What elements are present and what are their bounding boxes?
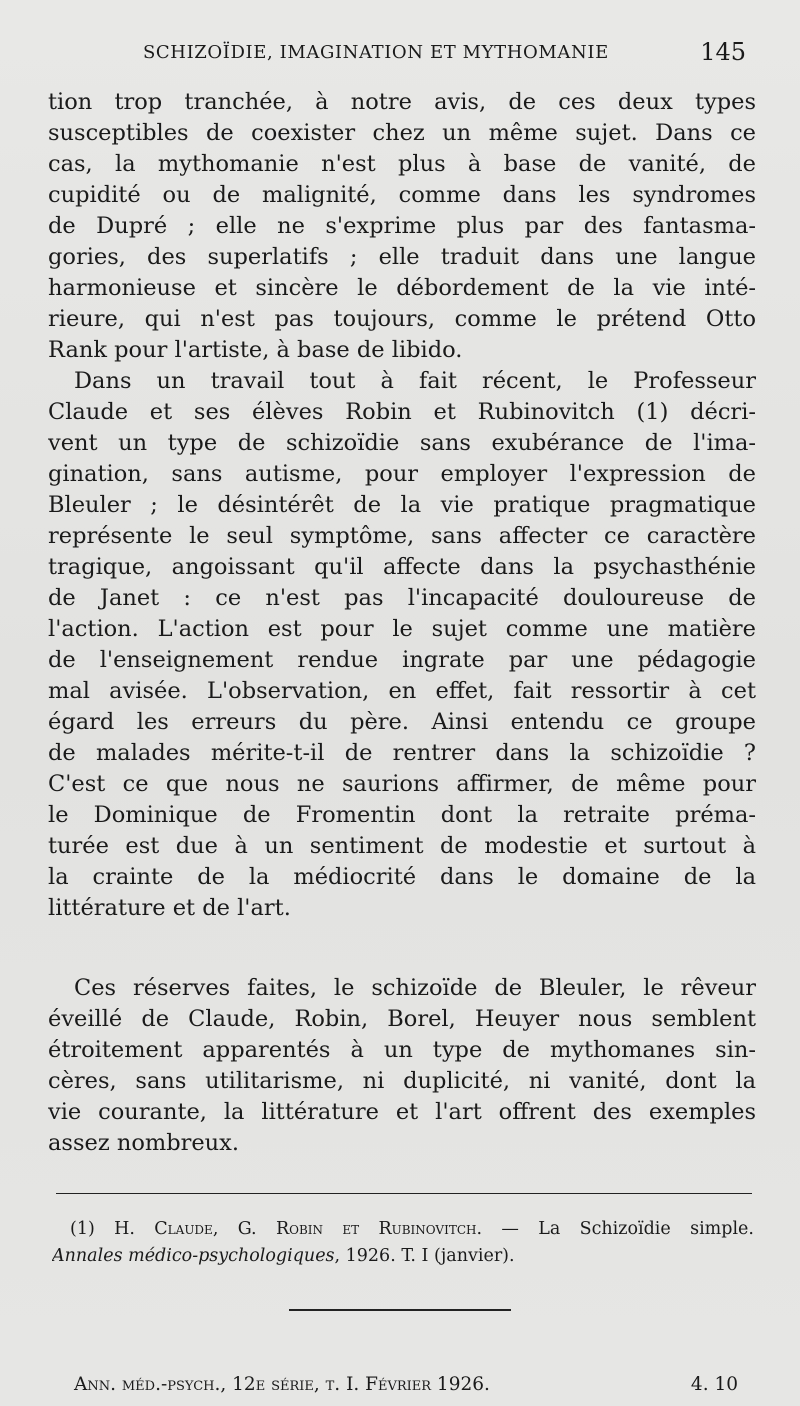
text-line: vie courante, la littérature et l'art offrent des exemples [48,1099,756,1125]
footnote-line [52,1216,754,1243]
text-line: littérature et de l'art. [48,895,291,921]
text-line: Bleuler ; le désintérêt de la vie pratique pragmatique [48,492,756,518]
text-line: tragique, angoissant qu'il affecte dans la psychasthénie [48,554,756,580]
text-line: harmonieuse et sincère le débordement de la vie inté- [48,275,756,301]
text-line: le Dominique de Fromentin dont la retraite préma- [48,802,756,828]
text-line: Rank pour l'artiste, à base de libido. [48,337,463,363]
text-line: gination, sans autisme, pour employer l'expression de [48,461,756,487]
text-line: de Janet : ce n'est pas l'incapacité douloureuse de [48,585,756,611]
text-line: susceptibles de coexister chez un même sujet. Dans ce [48,120,756,146]
footnote-journal: Annales médico-psychologiques [52,1246,335,1266]
text-line: égard les erreurs du père. Ainsi entendu ce groupe [48,709,756,735]
footnote-line [52,1243,754,1270]
footnote-rule [56,1193,752,1194]
text-line: C'est ce que nous ne saurions affirmer, de même pour [48,771,756,797]
footnote-authors: H. Claude, G. Robin et Rubinovitch. [114,1219,483,1239]
footnote-title: — La Schizoïdie simple. [482,1219,754,1239]
footnote [52,1216,754,1270]
text-line: de malades mérite-t-il de rentrer dans la schizoïdie ? [48,740,756,766]
paragraph-block-main [48,87,756,924]
text-line: cupidité ou de malignité, comme dans les syndromes [48,182,756,208]
paragraph-block-closing [48,973,756,1159]
text-line: de l'enseignement rendue ingrate par une pédagogie [48,647,756,673]
printer-signature [48,1368,756,1398]
signature-text: Ann. méd.-psych., 12e série, t. I. Février 1926. [74,1374,490,1395]
text-line: la crainte de la médiocrité dans le domaine de la [48,864,756,890]
signature-index: 4. 10 [690,1374,738,1395]
footnote-marker: (1) [70,1219,95,1239]
page-number: 145 [700,38,746,66]
running-head [48,38,760,72]
text-line: cères, sans utilitarisme, ni duplicité, ni vanité, dont la [48,1068,756,1094]
text-line: de Dupré ; elle ne s'exprime plus par des fantasma- [48,213,756,239]
text-line: représente le seul symptôme, sans affecter ce caractère [48,523,756,549]
running-title: SCHIZOÏDIE, IMAGINATION ET MYTHOMANIE [143,42,609,63]
text-line: Ces réserves faites, le schizoïde de Bleuler, le rêveur [74,975,756,1001]
text-line: vent un type de schizoïdie sans exubérance de l'ima- [48,430,756,456]
text-line: gories, des superlatifs ; elle traduit dans une langue [48,244,756,270]
section-end-rule [289,1309,511,1311]
text-line: tion trop tranchée, à notre avis, de ces deux types [48,89,756,115]
text-line: turée est due à un sentiment de modestie et surtout à [48,833,756,859]
text-line: l'action. L'action est pour le sujet comme une matière [48,616,756,642]
text-line: rieure, qui n'est pas toujours, comme le prétend Otto [48,306,756,332]
text-line: Claude et ses élèves Robin et Rubinovitch (1) décri- [48,399,756,425]
text-line: étroitement apparentés à un type de mythomanes sin- [48,1037,756,1063]
footnote-details: , 1926. T. I (janvier). [334,1246,515,1266]
text-line: Dans un travail tout à fait récent, le Professeur [74,368,756,394]
text-line: mal avisée. L'observation, en effet, fait ressortir à cet [48,678,756,704]
text-line: éveillé de Claude, Robin, Borel, Heuyer nous semblent [48,1006,756,1032]
text-line: assez nombreux. [48,1130,240,1156]
text-line: cas, la mythomanie n'est plus à base de vanité, de [48,151,756,177]
